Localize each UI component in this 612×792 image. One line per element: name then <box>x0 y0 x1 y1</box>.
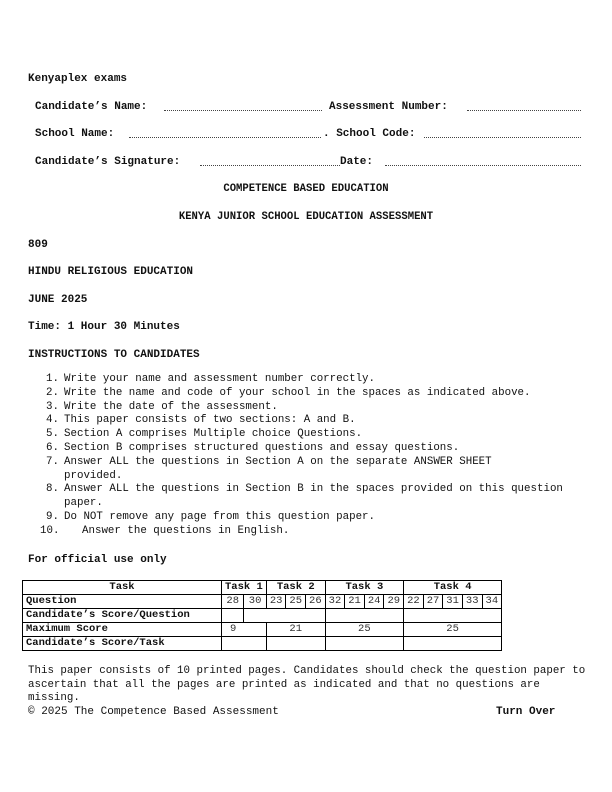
instruction-item: 9. Do NOT remove any page from this question paper. <box>46 510 376 523</box>
task1-header: Task 1 <box>222 581 267 595</box>
max-score-task3: 25 <box>325 623 403 637</box>
candidate-name-label: Candidate’s Name: <box>35 101 148 113</box>
instruction-item: 1. Write your name and assessment number correctly. <box>46 373 376 385</box>
date-label: Date: <box>340 156 374 168</box>
max-score-task2: 21 <box>266 623 325 637</box>
instruction-item: 5. Section A comprises Multiple choice Questions. <box>46 428 363 441</box>
date-field[interactable] <box>385 165 581 166</box>
task-score-cell <box>325 637 403 651</box>
question-number: 30 <box>244 595 266 609</box>
question-number: 22 <box>404 595 424 609</box>
copyright: © 2025 The Competence Based Assessment <box>28 706 279 718</box>
instructions-heading: INSTRUCTIONS TO CANDIDATES <box>28 349 200 361</box>
school-code-field[interactable] <box>424 137 581 138</box>
assessment-number-label: Assessment Number: <box>329 101 448 113</box>
maximum-score-label: Maximum Score <box>23 623 222 637</box>
official-use-table <box>22 580 502 651</box>
paper-code: 809 <box>28 239 48 251</box>
task3-header: Task 3 <box>325 581 403 595</box>
school-code-text: School Code: <box>336 128 416 140</box>
instruction-item: 8. Answer ALL the questions in Section B in the spaces provided on this question paper. <box>46 483 563 510</box>
question-number: 23 <box>266 595 286 609</box>
instructions-list <box>40 373 606 539</box>
question-number: 32 <box>325 595 345 609</box>
instruction-item: 7. Answer ALL the questions in Section A on the separate ANSWER SHEET provided. <box>46 455 492 482</box>
question-number: 27 <box>423 595 443 609</box>
score-cell <box>244 609 325 623</box>
question-number: 33 <box>462 595 482 609</box>
question-number: 31 <box>443 595 463 609</box>
question-number: 26 <box>306 595 326 609</box>
score-cell <box>325 609 403 623</box>
max-score-task4: 25 <box>404 623 502 637</box>
footer-note: This paper consists of 10 printed pages. Candidates should check the question paper to ascertain that all the pages are printed as indicated and that no questions are missing. <box>28 665 586 705</box>
cbe-title: COMPETENCE BASED EDUCATION <box>223 183 389 195</box>
task-score-cell <box>404 637 502 651</box>
max-score-task1: 9 <box>222 623 267 637</box>
time-allowed: Time: 1 Hour 30 Minutes <box>28 321 180 333</box>
score-per-question-label: Candidate’s Score/Question <box>23 609 222 623</box>
signature-label: Candidate’s Signature: <box>35 156 181 168</box>
instruction-item: 2. Write the name and code of your school in the spaces as indicated above. <box>46 386 531 399</box>
question-number: 25 <box>286 595 306 609</box>
assessment-number-field[interactable] <box>467 110 581 111</box>
question-number: 29 <box>384 595 404 609</box>
kjsea-title: KENYA JUNIOR SCHOOL EDUCATION ASSESSMENT <box>178 211 434 223</box>
instruction-item: 6. Section B comprises structured questions and essay questions. <box>46 441 460 454</box>
score-per-task-label: Candidate’s Score/Task <box>23 637 222 651</box>
exam-date: JUNE 2025 <box>28 294 88 306</box>
score-cell <box>222 609 244 623</box>
task-header-cell: Task <box>23 581 222 595</box>
turn-over: Turn Over <box>496 706 556 718</box>
instruction-item: 4. This paper consists of two sections: A and B. <box>46 414 356 427</box>
question-row-label: Question <box>23 595 222 609</box>
question-number: 28 <box>222 595 244 609</box>
candidate-name-field[interactable] <box>164 110 322 111</box>
subject-title: HINDU RELIGIOUS EDUCATION <box>28 266 194 278</box>
score-cell <box>404 609 502 623</box>
school-name-field[interactable] <box>129 137 321 138</box>
question-number: 34 <box>482 595 502 609</box>
school-name-label: School Name: <box>35 128 115 140</box>
task-score-cell <box>266 637 325 651</box>
task-score-cell <box>222 637 267 651</box>
instruction-item: 3. Write the date of the assessment. <box>46 400 278 413</box>
signature-field[interactable] <box>200 165 340 166</box>
brand-name: Kenyaplex exams <box>28 73 128 85</box>
task4-header: Task 4 <box>404 581 502 595</box>
question-number: 24 <box>364 595 384 609</box>
instruction-item: 10. Answer the questions in English. <box>40 524 290 537</box>
school-code-label: . School Code: <box>323 128 416 140</box>
question-number: 21 <box>345 595 365 609</box>
task2-header: Task 2 <box>266 581 325 595</box>
official-use-heading: For official use only <box>28 554 167 566</box>
